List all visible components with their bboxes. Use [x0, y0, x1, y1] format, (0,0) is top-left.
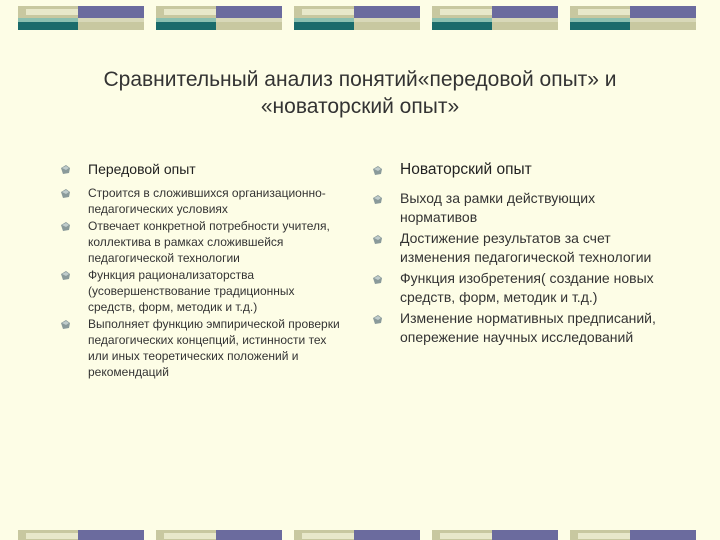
stone-bullet-icon: [372, 165, 383, 176]
right-item-text: Функция изобретения( создание новых средств, форм, методик и т.д.): [400, 270, 654, 305]
right-item-text: Изменение нормативных предписаний, опережение научных исследований: [400, 310, 656, 345]
right-list-item: [372, 189, 672, 227]
stone-bullet-icon: [372, 234, 383, 245]
band-tile: [294, 530, 420, 540]
right-column: [372, 160, 672, 349]
stone-bullet-icon: [60, 188, 71, 199]
band-tile: [570, 530, 696, 540]
left-item-text: Отвечает конкретной потребности учителя, коллектива в рамках сложившейся педагогической технологии: [88, 219, 330, 265]
top-decorative-band: [0, 0, 720, 36]
left-column: [60, 160, 340, 381]
left-item-text: Строится в сложившихся организационно-педагогических условиях: [88, 186, 326, 216]
band-tile: [156, 6, 282, 30]
left-column-heading: [60, 160, 340, 178]
band-tile: [570, 6, 696, 30]
left-item-text: Выполняет функцию эмпирической проверки педагогических концепций, истинности тех или иных теоретических положений и рекомендаций: [88, 317, 340, 379]
band-tile: [294, 6, 420, 30]
left-list-item: [60, 316, 340, 380]
stone-bullet-icon: [60, 221, 71, 232]
stone-bullet-icon: [372, 274, 383, 285]
stone-bullet-icon: [60, 164, 71, 175]
band-tile: [18, 530, 144, 540]
right-item-text: Выход за рамки действующих нормативов: [400, 190, 596, 225]
left-item-text: Функция рационализаторства (усовершенствование традиционных средств, форм, методик и т.д.): [88, 268, 295, 314]
right-list-item: [372, 229, 672, 267]
bottom-decorative-band: [0, 526, 720, 540]
right-list-item: [372, 309, 672, 347]
stone-bullet-icon: [60, 270, 71, 281]
band-tile: [432, 6, 558, 30]
slide-title: Сравнительный анализ понятий«передовой опыт» и «новаторский опыт»: [103, 68, 617, 118]
band-tile: [18, 6, 144, 30]
band-tile: [432, 530, 558, 540]
left-list-item: [60, 267, 340, 315]
right-heading-text: Новаторский опыт: [400, 161, 532, 178]
right-list-item: [372, 269, 672, 307]
right-column-heading: [372, 160, 672, 180]
band-tile: [156, 530, 282, 540]
left-list-item: [60, 185, 340, 217]
left-heading-text: Передовой опыт: [88, 161, 196, 177]
stone-bullet-icon: [372, 314, 383, 325]
stone-bullet-icon: [60, 319, 71, 330]
right-item-text: Достижение результатов за счет изменения педагогической технологии: [400, 230, 652, 265]
stone-bullet-icon: [372, 194, 383, 205]
left-list-item: [60, 218, 340, 266]
